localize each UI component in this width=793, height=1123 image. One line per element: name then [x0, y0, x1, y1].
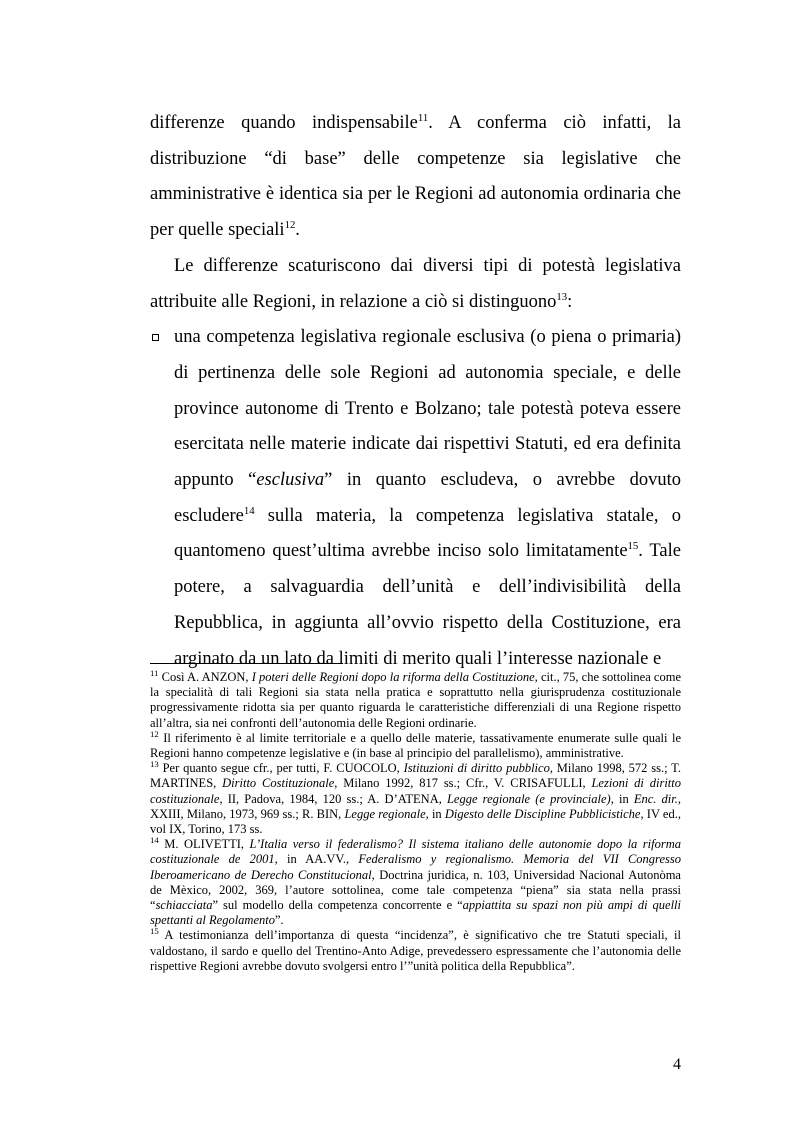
- footnote-ref-12[interactable]: 12: [284, 218, 296, 231]
- footnote-15: $^{15}$ A testimonianza dell’importanza di questa “incidenza”, è significativo che tre Statuti speciali, il valdostano, il sardo e quello del Trentino-Anto Adige, prevedessero espressamente che l’autonomia delle rispettive Regioni avrebbe dovuto svolgersi entro l’”unità politica della Repubblica”.: [150, 926, 681, 973]
- footnote-12: $^{12}$ Il riferimento è al limite territoriale e a quello delle materie, tassativamente enumerate sulle quali le Regioni hanno competenze legislative e (in base al principio del parallelismo), amministrative.: [150, 728, 681, 761]
- footnote-13: $^{13}$ Per quanto segue cfr., per tutti, F. CUOCOLO, Istituzioni di diritto pubblico, Milano 1998, 572 ss.; T. MARTINES, Diritto Costituzionale, Milano 1992, 817 ss.; Cfr., V. CRISAFULLI, Lezioni di diritto costituzionale, II, Padova, 1984, 120 ss.; A. D’ATENA, Legge regionale (e provinciale), in Enc. dir., XXIII, Milano, 1973, 969 ss.; R. BIN, Legge regionale, in Digesto delle Discipline Pubblicistiche, IV ed., vol IX, Torino, 173 ss.: [150, 759, 681, 837]
- footnote-separator: [150, 663, 343, 664]
- footnote-ref-14[interactable]: 14: [243, 504, 255, 517]
- footnote-11: $^{11}$ Così A. ANZON, I poteri delle Regioni dopo la riforma della Costituzione, cit., 75, che sottolinea come la specialità di tali Regioni sia stata nella pratica e soprattutto nella giurisprudenza costituzionale progressivamente ridotta sia per quanto riguarda le caratteristiche differenziali di una Regione rispetto all’altra, sia nei confronti dell’autonomia delle Regioni ordinarie.: [150, 667, 682, 730]
- footnotes: [150, 667, 682, 974]
- footnote-ref-15[interactable]: 15: [627, 540, 639, 553]
- paragraph-2: Le differenze scaturiscono dai diversi tipi di potestà legislativa attribuite alle Regioni, in relazione a ciò si distinguono$^{13}$:: [150, 255, 681, 312]
- bullet-item-1: una competenza legislativa regionale esclusiva (o piena o primaria) di pertinenza delle sole Regioni ad autonomia speciale, e delle province autonome di Trento e Bolzano; tale potestà poteva essere esercitata nelle materie indicate dai rispettivi Statuti, ed era definita appunto “esclusiva” in quanto escludeva, o avrebbe dovuto escludere$^{14}$ sulla materia, la competenza legislativa statale, o quantomeno quest’ultima avrebbe inciso solo limitatamente$^{15}$. Tale potere, a salvaguardia dell’unità e dell’indivisibilità della Repubblica, in aggiunta all’ovvio rispetto della Costituzione, era arginato da un lato da limiti di merito quali l’interesse nazionale e: [150, 320, 681, 677]
- bullet-list: [150, 320, 681, 677]
- footnote-14: $^{14}$ M. OLIVETTI, L’Italia verso il federalismo? Il sistema italiano delle autonomie dopo la riforma costituzionale de 2001, in AA.VV., Federalismo y regionalismo. Memoria del VII Congresso Iberoamericano de Derecho Constitucional, Doctrina juridica, n. 103, Universidad Nacional Autonòma de Mèxico, 2002, 369, l’autore sottolinea, come tale competenza “piena” sia stata nella prassi “schiacciata” sul modello della competenza concorrente e “appiattita su spazi non più ampi di quelli spettanti al Regolamento”.: [150, 835, 682, 928]
- footnote-ref-11[interactable]: 11: [417, 111, 429, 124]
- square-bullet-icon: [152, 334, 159, 341]
- page-number: 4: [673, 1056, 681, 1073]
- body-text: [150, 106, 681, 677]
- paragraph-1: differenze quando indispensabile$^{11}$. A conferma ciò infatti, la distribuzione “di base” delle competenze sia legislative che amministrative è identica sia per le Regioni ad autonomia ordinaria che per quelle speciali$^{12}$.: [150, 111, 682, 241]
- footnote-ref-13[interactable]: 13: [556, 290, 568, 303]
